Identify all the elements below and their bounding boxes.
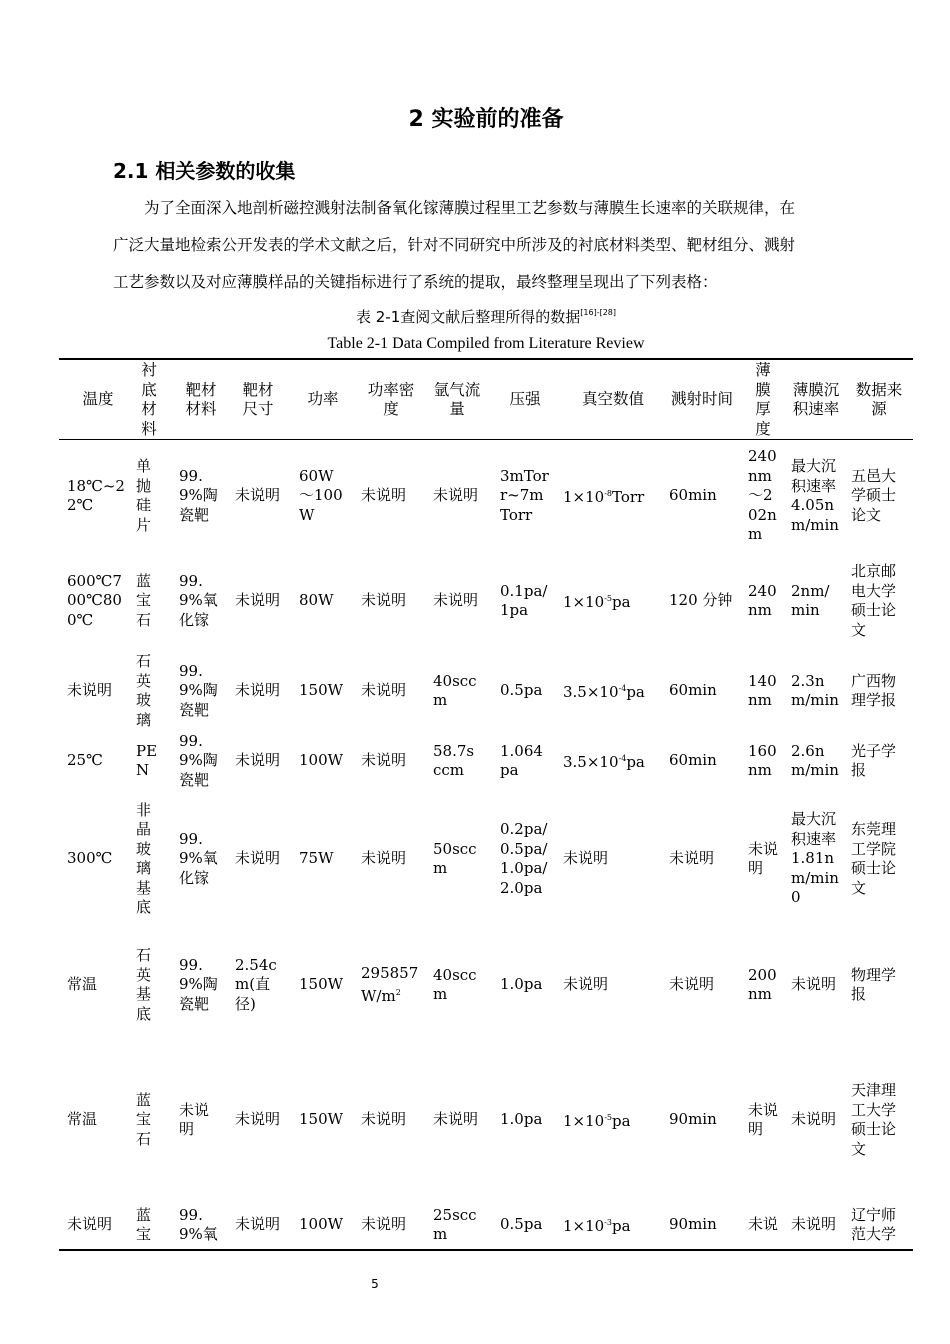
cell-target-size [235, 446, 281, 546]
cell-power-density [361, 1200, 421, 1250]
header-argon-flow [433, 362, 481, 438]
cell-content: 未说 [748, 1215, 779, 1234]
cell-film-thickness [748, 650, 778, 732]
cell-content: 600℃700℃800℃ [67, 571, 122, 629]
cell-content: 40sccm [433, 671, 477, 709]
cell-content: 99.9%陶瓷靶 [179, 955, 218, 1013]
cell-temperature [67, 940, 129, 1030]
cell-power [299, 940, 347, 1030]
cell-temperature [67, 556, 129, 646]
cell-vacuum [563, 732, 663, 790]
cell-exponent: -4 [618, 754, 627, 764]
cell-pressure [500, 940, 550, 1030]
cell-content: 未说明 [748, 1100, 779, 1138]
cell-content: 0.1pa/1pa [500, 581, 548, 619]
cell-film-thickness [748, 556, 778, 646]
cell-content: 60min [669, 681, 717, 700]
paragraph-line: 广泛大量地检索公开发表的学术文献之后，针对不同研究中所涉及的衬底材料类型、靶材组分、溅射 [113, 236, 796, 254]
header-temperature [67, 362, 129, 438]
cell-exponent: 2 [395, 988, 401, 997]
cell-target-size [235, 556, 281, 646]
cell-content: 2.54cm(直径) [235, 955, 277, 1013]
cell-temperature [67, 1060, 129, 1180]
cell-argon-flow [433, 1060, 481, 1180]
table-top-rule [59, 358, 913, 360]
cell-content: 未说明 [179, 1100, 210, 1138]
cell-pressure [500, 556, 550, 646]
cell-argon-flow [433, 1200, 481, 1250]
page-number: 5 [371, 1277, 379, 1291]
cell-content: 99.9%陶瓷靶 [179, 466, 218, 524]
cell-deposition-rate [791, 650, 841, 732]
caption-reference: [16]-[28] [580, 308, 616, 317]
cell-content: 未说明 [361, 849, 407, 868]
cell-content: 蓝宝石 [136, 1090, 152, 1148]
cell-content: 薄膜沉积速率 [792, 380, 840, 418]
paragraph-line: 为了全面深入地剖析磁控溅射法制备氧化镓薄膜过程里工艺参数与薄膜生长速率的关联规律，在 [144, 199, 796, 217]
header-vacuum [563, 362, 663, 438]
cell-argon-flow [433, 732, 481, 790]
cell-exponent: -4 [618, 684, 627, 694]
cell-content: 160nm [748, 741, 777, 779]
header-target-material [179, 362, 223, 438]
cell-source [851, 446, 907, 546]
cell-text: 295857W/m [361, 963, 419, 1005]
cell-exponent: -5 [604, 1113, 612, 1123]
cell-power-density [361, 732, 421, 790]
cell-content: 未说明 [67, 681, 113, 700]
cell-content: 未说明 [563, 975, 609, 994]
cell-text: 3.5×10 [563, 753, 619, 772]
cell-content: 2.6nm/min [791, 741, 839, 779]
cell-vacuum [563, 650, 663, 732]
header-sputter-time [669, 362, 735, 438]
cell-content: 未说明 [235, 1215, 281, 1234]
cell-film-thickness [748, 1200, 778, 1250]
cell-source [851, 650, 907, 732]
cell-argon-flow [433, 446, 481, 546]
cell-content: 60W～100W [299, 466, 343, 524]
cell-content: 2.3nm/min [791, 671, 839, 709]
cell-film-thickness [748, 446, 778, 546]
cell-content: 单抛硅片 [136, 457, 152, 534]
cell-content: 靶材尺寸 [242, 380, 274, 418]
cell-content: 未说明 [67, 1215, 113, 1234]
cell-vacuum [563, 446, 663, 546]
cell-target-material [179, 1200, 223, 1250]
table-caption-en: Table 2-1 Data Compiled from Literature Review [327, 335, 645, 352]
cell-content: 数据来源 [855, 380, 903, 418]
cell-text: 1×10 [563, 1217, 605, 1236]
cell-content: 3mTorr~7mTorr [500, 466, 549, 524]
cell-target-material [179, 650, 223, 732]
cell-film-thickness [748, 1060, 778, 1180]
cell-content [563, 749, 645, 773]
cell-substrate [136, 790, 162, 928]
cell-content: 未说明 [361, 681, 407, 700]
section-title: 2.1 相关参数的收集 [113, 159, 296, 183]
cell-content: 25sccm [433, 1205, 477, 1243]
cell-content: 1.064pa [500, 741, 543, 779]
cell-substrate [136, 556, 162, 646]
cell-exponent: -3 [604, 1218, 612, 1228]
cell-source [851, 790, 907, 928]
cell-content: 未说明 [669, 975, 715, 994]
cell-target-size [235, 650, 281, 732]
cell-exponent: -8 [604, 489, 612, 499]
cell-content: 0.5pa [500, 1215, 543, 1234]
cell-exponent: -5 [604, 594, 612, 604]
cell-vacuum [563, 940, 663, 1030]
cell-substrate [136, 446, 162, 546]
cell-unit: pa [626, 753, 645, 772]
cell-deposition-rate [791, 556, 841, 646]
cell-content: 未说明 [748, 839, 779, 877]
cell-target-material [179, 1060, 223, 1180]
cell-content: 广西物理学报 [851, 671, 897, 709]
cell-argon-flow [433, 556, 481, 646]
cell-content: 未说明 [361, 591, 407, 610]
cell-content: 200nm [748, 965, 777, 1003]
table-caption-cn [0, 306, 950, 327]
cell-source [851, 556, 907, 646]
cell-target-size [235, 732, 281, 790]
cell-content: 1.0pa [500, 1110, 543, 1129]
cell-content [563, 1108, 631, 1132]
cell-content: 240nm～202nm [748, 447, 777, 544]
cell-source [851, 1060, 907, 1180]
cell-content: 靶材材料 [185, 380, 217, 418]
cell-power [299, 790, 347, 928]
cell-power [299, 732, 347, 790]
cell-substrate [136, 650, 162, 732]
table-header-rule [59, 439, 913, 440]
cell-target-size [235, 940, 281, 1030]
cell-vacuum [563, 790, 663, 928]
cell-content: 150W [299, 681, 344, 700]
cell-pressure [500, 790, 550, 928]
cell-content: 未说明 [791, 975, 837, 994]
cell-sputter-time [669, 732, 735, 790]
cell-sputter-time [669, 940, 735, 1030]
cell-content: 石英玻璃 [136, 652, 152, 729]
cell-unit: pa [612, 1112, 631, 1131]
cell-film-thickness [748, 732, 778, 790]
cell-sputter-time [669, 1060, 735, 1180]
header-power [299, 362, 347, 438]
cell-content: 未说明 [235, 681, 281, 700]
cell-film-thickness [748, 790, 778, 928]
cell-content: 50sccm [433, 839, 477, 877]
cell-content: 1.0pa [500, 975, 543, 994]
cell-unit: pa [626, 683, 645, 702]
header-power-density [361, 362, 421, 438]
cell-content: 未说明 [361, 1110, 407, 1129]
cell-content: 未说明 [235, 486, 281, 505]
cell-content: 未说明 [433, 486, 479, 505]
cell-content: 常温 [67, 975, 98, 994]
cell-deposition-rate [791, 446, 841, 546]
cell-content: 溅射时间 [670, 390, 733, 409]
cell-content: 未说明 [235, 849, 281, 868]
cell-content: 辽宁师范大学 [851, 1205, 897, 1243]
cell-vacuum [563, 556, 663, 646]
cell-content: 未说明 [361, 486, 407, 505]
cell-content [563, 679, 645, 703]
cell-unit: pa [612, 593, 631, 612]
cell-content: 薄膜厚度 [755, 361, 771, 438]
cell-content: 未说明 [235, 1110, 281, 1129]
cell-content: 25℃ [67, 751, 103, 770]
cell-deposition-rate [791, 732, 841, 790]
cell-substrate [136, 940, 162, 1030]
cell-power [299, 446, 347, 546]
cell-content: 功率密度 [367, 380, 415, 418]
cell-content: 75W [299, 849, 334, 868]
cell-sputter-time [669, 556, 735, 646]
cell-content: 衬底材料 [141, 361, 157, 438]
cell-power-density [361, 1060, 421, 1180]
cell-content: 天津理工大学硕士论文 [851, 1081, 897, 1158]
header-film-thickness [748, 362, 778, 438]
cell-argon-flow [433, 650, 481, 732]
cell-film-thickness [748, 940, 778, 1030]
cell-content: 18℃~22℃ [67, 476, 125, 514]
cell-content: 未说明 [433, 591, 479, 610]
cell-content: 未说明 [563, 849, 609, 868]
cell-deposition-rate [791, 790, 841, 928]
cell-content: 蓝宝 [136, 1205, 152, 1243]
cell-content: 未说明 [361, 1215, 407, 1234]
cell-target-size [235, 790, 281, 928]
cell-content: 60min [669, 751, 717, 770]
cell-sputter-time [669, 446, 735, 546]
chapter-title: 2 实验前的准备 [408, 107, 564, 132]
cell-content: PEN [136, 741, 158, 779]
cell-content: 90min [669, 1110, 717, 1129]
cell-target-size [235, 1060, 281, 1180]
cell-content [563, 1213, 631, 1237]
cell-content: 0.2pa/0.5pa/1.0pa/2.0pa [500, 820, 548, 897]
cell-content: 真空数值 [581, 390, 644, 409]
cell-content: 120 分钟 [669, 591, 733, 610]
cell-content [563, 484, 644, 508]
cell-pressure [500, 650, 550, 732]
cell-content: 未说明 [433, 1110, 479, 1129]
cell-content: 未说明 [669, 849, 715, 868]
cell-substrate [136, 1200, 162, 1250]
cell-text: 3.5×10 [563, 683, 619, 702]
cell-content [563, 589, 631, 613]
cell-target-material [179, 556, 223, 646]
cell-power-density [361, 556, 421, 646]
cell-power [299, 650, 347, 732]
cell-content: 140nm [748, 671, 777, 709]
header-target-size [235, 362, 281, 438]
cell-content: 100W [299, 1215, 344, 1234]
cell-unit: Torr [612, 488, 645, 507]
cell-content: 80W [299, 591, 334, 610]
header-source [851, 362, 907, 438]
cell-temperature [67, 1200, 129, 1250]
cell-deposition-rate [791, 1200, 841, 1250]
cell-content: 150W [299, 1110, 344, 1129]
cell-content: 99.9%陶瓷靶 [179, 661, 218, 719]
cell-power-density [361, 650, 421, 732]
cell-sputter-time [669, 650, 735, 732]
cell-text: 1×10 [563, 488, 605, 507]
cell-content: 99.9%氧化镓 [179, 829, 218, 887]
cell-content: 东莞理工学院硕士论文 [851, 820, 897, 897]
cell-content: 石英基底 [136, 946, 152, 1023]
cell-deposition-rate [791, 1060, 841, 1180]
cell-content: 五邑大学硕士论文 [851, 466, 897, 524]
cell-content [361, 964, 421, 1007]
cell-content: 压强 [509, 390, 541, 409]
cell-pressure [500, 446, 550, 546]
cell-unit: pa [612, 1217, 631, 1236]
cell-target-material [179, 940, 223, 1030]
cell-content: 未说明 [791, 1110, 837, 1129]
cell-argon-flow [433, 940, 481, 1030]
cell-content: 60min [669, 486, 717, 505]
cell-deposition-rate [791, 940, 841, 1030]
cell-content: 常温 [67, 1110, 98, 1129]
cell-temperature [67, 732, 129, 790]
cell-content: 物理学报 [851, 965, 897, 1003]
cell-temperature [67, 790, 129, 928]
cell-content: 功率 [307, 390, 339, 409]
cell-content: 氩气流量 [433, 380, 481, 418]
cell-content: 2nm/min [791, 581, 830, 619]
cell-content: 240nm [748, 581, 777, 619]
cell-content: 99.9%氧 [179, 1205, 218, 1243]
cell-power-density [361, 940, 421, 1030]
cell-power-density [361, 446, 421, 546]
cell-pressure [500, 1200, 550, 1250]
cell-source [851, 940, 907, 1030]
cell-temperature [67, 446, 129, 546]
cell-content: 最大沉积速率1.81nm/min0 [791, 810, 839, 907]
cell-power [299, 556, 347, 646]
cell-argon-flow [433, 790, 481, 928]
cell-sputter-time [669, 790, 735, 928]
cell-content: 未说明 [361, 751, 407, 770]
cell-content: 150W [299, 975, 344, 994]
cell-source [851, 1200, 907, 1250]
cell-target-material [179, 790, 223, 928]
cell-content: 40sccm [433, 965, 477, 1003]
cell-content: 99.9%陶瓷靶 [179, 731, 218, 789]
cell-target-size [235, 1200, 281, 1250]
header-pressure [500, 362, 550, 438]
cell-content: 100W [299, 751, 344, 770]
cell-content: 非晶玻璃基底 [136, 800, 152, 916]
cell-content: 0.5pa [500, 681, 543, 700]
cell-target-material [179, 732, 223, 790]
header-deposition-rate [791, 362, 841, 438]
cell-content: 58.7sccm [433, 741, 475, 779]
cell-pressure [500, 1060, 550, 1180]
cell-content: 北京邮电大学硕士论文 [851, 562, 897, 639]
cell-content: 最大沉积速率4.05nm/min [791, 457, 839, 534]
cell-content: 温度 [82, 390, 114, 409]
cell-power [299, 1060, 347, 1180]
cell-content: 蓝宝石 [136, 571, 152, 629]
cell-substrate [136, 732, 162, 790]
cell-content: 未说明 [235, 591, 281, 610]
cell-content: 99.9%氧化镓 [179, 571, 218, 629]
cell-text: 1×10 [563, 593, 605, 612]
cell-text: 1×10 [563, 1112, 605, 1131]
cell-content: 未说明 [791, 1215, 837, 1234]
caption-text: 表 2-1查阅文献后整理所得的数据 [355, 308, 581, 326]
cell-content: 90min [669, 1215, 717, 1234]
cell-target-material [179, 446, 223, 546]
cell-sputter-time [669, 1200, 735, 1250]
cell-power [299, 1200, 347, 1250]
cell-power-density [361, 790, 421, 928]
cell-substrate [136, 1060, 162, 1180]
cell-source [851, 732, 907, 790]
cell-vacuum [563, 1060, 663, 1180]
paragraph-line: 工艺参数以及对应薄膜样品的关键指标进行了系统的提取，最终整理呈现出了下列表格： [113, 273, 718, 291]
cell-temperature [67, 650, 129, 732]
cell-content: 未说明 [235, 751, 281, 770]
cell-vacuum [563, 1200, 663, 1250]
header-substrate [136, 362, 162, 438]
cell-pressure [500, 732, 550, 790]
cell-content: 300℃ [67, 849, 113, 868]
cell-content: 光子学报 [851, 741, 897, 779]
